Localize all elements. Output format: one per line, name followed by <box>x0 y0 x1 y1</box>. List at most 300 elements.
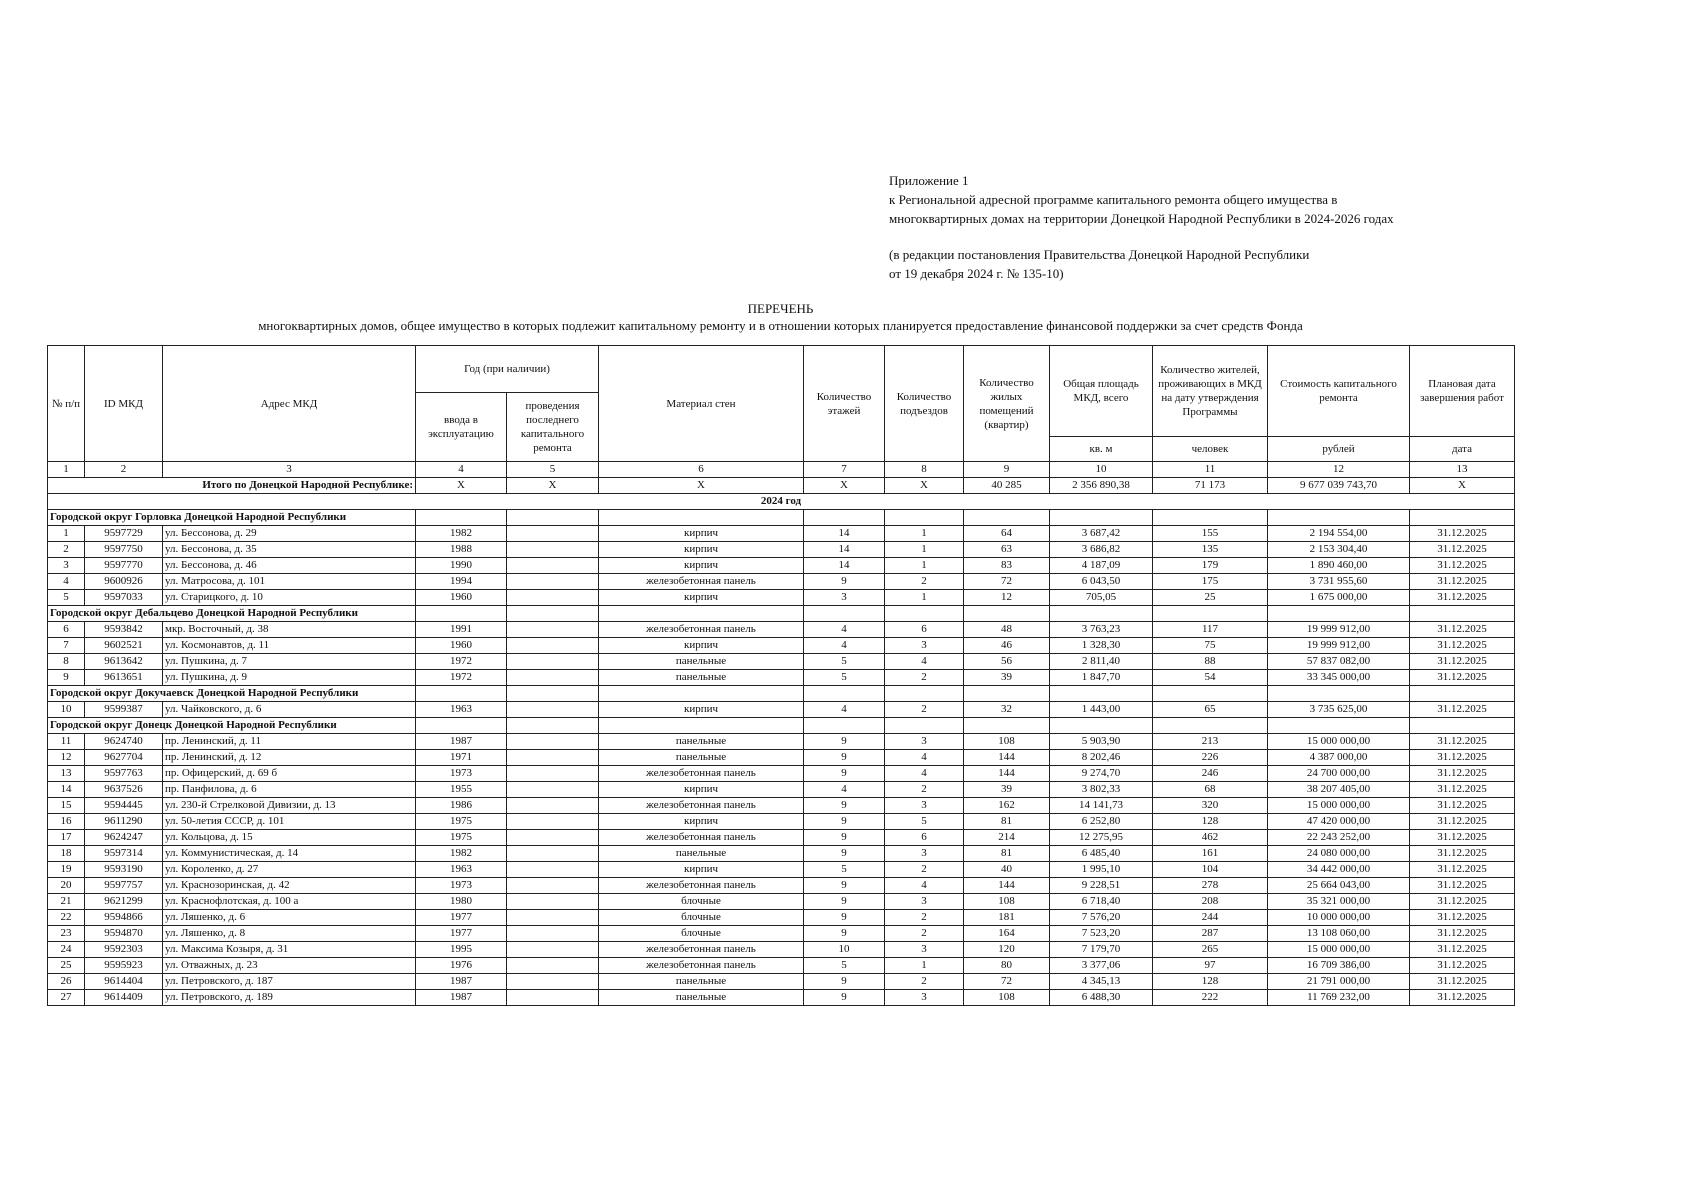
district-row-empty-cell <box>1410 686 1515 702</box>
table-row <box>48 926 1515 942</box>
column-number: 2 <box>85 462 163 478</box>
row-id: 9597314 <box>85 846 163 862</box>
row-entrances: 2 <box>885 926 964 942</box>
row-material: кирпич <box>599 862 804 878</box>
row-num: 16 <box>48 814 85 830</box>
row-entrances: 1 <box>885 526 964 542</box>
row-area: 2 811,40 <box>1050 654 1153 670</box>
row-cost: 13 108 060,00 <box>1268 926 1410 942</box>
row-area: 3 377,06 <box>1050 958 1153 974</box>
row-entrances: 3 <box>885 638 964 654</box>
row-area: 7 576,20 <box>1050 910 1153 926</box>
row-address: ул. Коммунистическая, д. 14 <box>163 846 416 862</box>
row-apartments: 81 <box>964 846 1050 862</box>
col-header-area: Общая площадь МКД, всего <box>1050 346 1153 437</box>
row-year-built: 1988 <box>416 542 507 558</box>
row-id: 9602521 <box>85 638 163 654</box>
district-row-empty-cell <box>885 686 964 702</box>
row-apartments: 48 <box>964 622 1050 638</box>
row-num: 4 <box>48 574 85 590</box>
row-cost: 10 000 000,00 <box>1268 910 1410 926</box>
annex-block <box>889 171 1394 283</box>
table-row <box>48 846 1515 862</box>
row-floors: 9 <box>804 974 885 990</box>
row-year-repair <box>507 590 599 606</box>
row-floors: 4 <box>804 782 885 798</box>
row-entrances: 3 <box>885 798 964 814</box>
row-address: ул. Бессонова, д. 29 <box>163 526 416 542</box>
row-area: 9 228,51 <box>1050 878 1153 894</box>
row-year-built: 1975 <box>416 830 507 846</box>
row-year-repair <box>507 574 599 590</box>
row-date: 31.12.2025 <box>1410 750 1515 766</box>
row-date: 31.12.2025 <box>1410 798 1515 814</box>
row-apartments: 144 <box>964 878 1050 894</box>
total-label: Итого по Донецкой Народной Республике: <box>48 478 416 494</box>
district-row-empty-cell <box>416 510 507 526</box>
row-num: 22 <box>48 910 85 926</box>
column-number: 4 <box>416 462 507 478</box>
row-material: кирпич <box>599 542 804 558</box>
row-id: 9600926 <box>85 574 163 590</box>
row-material: панельные <box>599 846 804 862</box>
table-row <box>48 526 1515 542</box>
row-year-built: 1972 <box>416 670 507 686</box>
district-row-empty-cell <box>885 718 964 734</box>
district-row-empty-cell <box>1410 718 1515 734</box>
district-row-empty-cell <box>599 718 804 734</box>
row-id: 9594445 <box>85 798 163 814</box>
row-apartments: 164 <box>964 926 1050 942</box>
row-address: ул. 230-й Стрелковой Дивизии, д. 13 <box>163 798 416 814</box>
row-entrances: 6 <box>885 622 964 638</box>
row-year-built: 1994 <box>416 574 507 590</box>
row-floors: 5 <box>804 958 885 974</box>
district-name: Городской округ Горловка Донецкой Народной Республики <box>48 510 416 526</box>
row-area: 9 274,70 <box>1050 766 1153 782</box>
row-apartments: 72 <box>964 574 1050 590</box>
row-area: 1 328,30 <box>1050 638 1153 654</box>
row-year-repair <box>507 846 599 862</box>
row-address: ул. Ляшенко, д. 8 <box>163 926 416 942</box>
row-floors: 14 <box>804 558 885 574</box>
table-row <box>48 782 1515 798</box>
row-year-repair <box>507 670 599 686</box>
row-year-built: 1991 <box>416 622 507 638</box>
row-year-repair <box>507 878 599 894</box>
row-year-built: 1972 <box>416 654 507 670</box>
row-residents: 128 <box>1153 974 1268 990</box>
row-apartments: 81 <box>964 814 1050 830</box>
unit-cost: рублей <box>1268 437 1410 462</box>
row-date: 31.12.2025 <box>1410 814 1515 830</box>
col-header-num: № п/п <box>48 346 85 462</box>
row-residents: 222 <box>1153 990 1268 1006</box>
document-subtitle: многоквартирных домов, общее имущество в которых подлежит капитальному ремонту и в отношении которых планируется предоставление финансовой поддержки за счет средств Фонда <box>258 318 1303 333</box>
row-floors: 14 <box>804 542 885 558</box>
row-entrances: 2 <box>885 862 964 878</box>
district-row-empty-cell <box>1268 510 1410 526</box>
row-year-built: 1976 <box>416 958 507 974</box>
row-entrances: 2 <box>885 702 964 718</box>
row-residents: 462 <box>1153 830 1268 846</box>
row-floors: 9 <box>804 798 885 814</box>
row-apartments: 40 <box>964 862 1050 878</box>
row-year-repair <box>507 558 599 574</box>
column-number: 12 <box>1268 462 1410 478</box>
table-row <box>48 654 1515 670</box>
row-residents: 65 <box>1153 702 1268 718</box>
row-material: кирпич <box>599 782 804 798</box>
row-date: 31.12.2025 <box>1410 542 1515 558</box>
row-address: ул. Бессонова, д. 46 <box>163 558 416 574</box>
district-row-empty-cell <box>1410 606 1515 622</box>
row-address: ул. Краснозоринская, д. 42 <box>163 878 416 894</box>
row-address: пр. Ленинский, д. 12 <box>163 750 416 766</box>
row-year-repair <box>507 750 599 766</box>
row-entrances: 3 <box>885 734 964 750</box>
row-address: ул. Матросова, д. 101 <box>163 574 416 590</box>
col-header-cost: Стоимость капитального ремонта <box>1268 346 1410 437</box>
row-material: панельные <box>599 990 804 1006</box>
row-area: 1 847,70 <box>1050 670 1153 686</box>
row-year-repair <box>507 654 599 670</box>
district-row-empty-cell <box>885 606 964 622</box>
row-floors: 5 <box>804 862 885 878</box>
row-year-repair <box>507 942 599 958</box>
row-area: 3 802,33 <box>1050 782 1153 798</box>
district-row-empty-cell <box>599 510 804 526</box>
column-number: 1 <box>48 462 85 478</box>
row-address: ул. Космонавтов, д. 11 <box>163 638 416 654</box>
row-cost: 25 664 043,00 <box>1268 878 1410 894</box>
row-id: 9597750 <box>85 542 163 558</box>
row-num: 26 <box>48 974 85 990</box>
row-date: 31.12.2025 <box>1410 910 1515 926</box>
total-cost: 9 677 039 743,70 <box>1268 478 1410 494</box>
row-num: 7 <box>48 638 85 654</box>
row-num: 21 <box>48 894 85 910</box>
col-header-year-repair: проведения последнего капитального ремонта <box>507 393 599 462</box>
row-year-built: 1963 <box>416 702 507 718</box>
table-row <box>48 798 1515 814</box>
district-row-empty-cell <box>416 686 507 702</box>
district-row-empty-cell <box>885 510 964 526</box>
row-num: 8 <box>48 654 85 670</box>
row-apartments: 162 <box>964 798 1050 814</box>
total-row <box>48 478 1515 494</box>
row-cost: 24 700 000,00 <box>1268 766 1410 782</box>
total-area: 2 356 890,38 <box>1050 478 1153 494</box>
district-row-empty-cell <box>1410 510 1515 526</box>
row-entrances: 4 <box>885 750 964 766</box>
col-header-year-group: Год (при наличии) <box>416 346 599 393</box>
row-floors: 5 <box>804 670 885 686</box>
table-row <box>48 910 1515 926</box>
row-num: 1 <box>48 526 85 542</box>
year-band-row <box>48 494 1515 510</box>
row-address: ул. Петровского, д. 189 <box>163 990 416 1006</box>
district-row-empty-cell <box>1050 606 1153 622</box>
row-area: 6 252,80 <box>1050 814 1153 830</box>
row-cost: 35 321 000,00 <box>1268 894 1410 910</box>
annex-line-4: (в редакции постановления Правительства Донецкой Народной Республики <box>889 247 1310 262</box>
unit-date: дата <box>1410 437 1515 462</box>
table-row <box>48 750 1515 766</box>
col-header-address: Адрес МКД <box>163 346 416 462</box>
total-floors: X <box>804 478 885 494</box>
row-year-built: 1971 <box>416 750 507 766</box>
row-year-built: 1960 <box>416 590 507 606</box>
row-year-built: 1960 <box>416 638 507 654</box>
row-area: 3 687,42 <box>1050 526 1153 542</box>
row-apartments: 46 <box>964 638 1050 654</box>
col-header-date: Плановая дата завершения работ <box>1410 346 1515 437</box>
row-residents: 135 <box>1153 542 1268 558</box>
row-floors: 10 <box>804 942 885 958</box>
row-area: 4 187,09 <box>1050 558 1153 574</box>
row-residents: 117 <box>1153 622 1268 638</box>
row-date: 31.12.2025 <box>1410 670 1515 686</box>
row-residents: 75 <box>1153 638 1268 654</box>
row-year-built: 1987 <box>416 734 507 750</box>
district-row-empty-cell <box>804 606 885 622</box>
row-num: 27 <box>48 990 85 1006</box>
row-floors: 5 <box>804 654 885 670</box>
total-entrances: X <box>885 478 964 494</box>
row-area: 7 523,20 <box>1050 926 1153 942</box>
row-year-repair <box>507 830 599 846</box>
row-date: 31.12.2025 <box>1410 558 1515 574</box>
row-address: ул. Чайковского, д. 6 <box>163 702 416 718</box>
table-row <box>48 942 1515 958</box>
row-year-built: 1975 <box>416 814 507 830</box>
row-address: ул. Петровского, д. 187 <box>163 974 416 990</box>
row-residents: 155 <box>1153 526 1268 542</box>
district-row-empty-cell <box>1153 510 1268 526</box>
column-number: 6 <box>599 462 804 478</box>
row-material: блочные <box>599 910 804 926</box>
row-floors: 9 <box>804 814 885 830</box>
row-address: ул. Старицкого, д. 10 <box>163 590 416 606</box>
row-material: кирпич <box>599 590 804 606</box>
row-year-repair <box>507 702 599 718</box>
row-year-built: 1955 <box>416 782 507 798</box>
district-row-empty-cell <box>1153 718 1268 734</box>
row-date: 31.12.2025 <box>1410 974 1515 990</box>
row-material: железобетонная панель <box>599 958 804 974</box>
row-entrances: 1 <box>885 558 964 574</box>
district-row-empty-cell <box>964 510 1050 526</box>
district-row-empty-cell <box>599 686 804 702</box>
row-cost: 57 837 082,00 <box>1268 654 1410 670</box>
row-id: 9597033 <box>85 590 163 606</box>
row-cost: 3 731 955,60 <box>1268 574 1410 590</box>
row-address: ул. Пушкина, д. 9 <box>163 670 416 686</box>
row-date: 31.12.2025 <box>1410 590 1515 606</box>
row-id: 9624247 <box>85 830 163 846</box>
col-header-material: Материал стен <box>599 346 804 462</box>
row-date: 31.12.2025 <box>1410 654 1515 670</box>
row-date: 31.12.2025 <box>1410 942 1515 958</box>
row-address: ул. Кольцова, д. 15 <box>163 830 416 846</box>
row-num: 9 <box>48 670 85 686</box>
row-apartments: 32 <box>964 702 1050 718</box>
row-apartments: 181 <box>964 910 1050 926</box>
row-apartments: 120 <box>964 942 1050 958</box>
row-date: 31.12.2025 <box>1410 878 1515 894</box>
row-num: 23 <box>48 926 85 942</box>
district-name: Городской округ Донецк Донецкой Народной Республики <box>48 718 416 734</box>
row-apartments: 72 <box>964 974 1050 990</box>
column-number: 8 <box>885 462 964 478</box>
row-floors: 9 <box>804 574 885 590</box>
district-row-empty-cell <box>1050 510 1153 526</box>
row-id: 9593190 <box>85 862 163 878</box>
table-row <box>48 878 1515 894</box>
row-address: мкр. Восточный, д. 38 <box>163 622 416 638</box>
row-id: 9595923 <box>85 958 163 974</box>
row-year-built: 1982 <box>416 846 507 862</box>
row-entrances: 2 <box>885 670 964 686</box>
row-year-repair <box>507 766 599 782</box>
row-date: 31.12.2025 <box>1410 862 1515 878</box>
column-number: 9 <box>964 462 1050 478</box>
table-row <box>48 734 1515 750</box>
col-header-floors: Количество этажей <box>804 346 885 462</box>
row-id: 9593842 <box>85 622 163 638</box>
row-num: 24 <box>48 942 85 958</box>
district-row-empty-cell <box>1268 686 1410 702</box>
row-date: 31.12.2025 <box>1410 958 1515 974</box>
row-apartments: 63 <box>964 542 1050 558</box>
district-row-empty-cell <box>507 686 599 702</box>
row-cost: 3 735 625,00 <box>1268 702 1410 718</box>
row-cost: 1 890 460,00 <box>1268 558 1410 574</box>
row-cost: 2 153 304,40 <box>1268 542 1410 558</box>
row-material: железобетонная панель <box>599 830 804 846</box>
row-year-built: 1973 <box>416 878 507 894</box>
row-entrances: 1 <box>885 590 964 606</box>
row-entrances: 2 <box>885 910 964 926</box>
district-row-empty-cell <box>416 606 507 622</box>
row-residents: 246 <box>1153 766 1268 782</box>
row-year-built: 1977 <box>416 926 507 942</box>
annex-line-2: к Региональной адресной программе капитального ремонта общего имущества в <box>889 192 1338 207</box>
row-material: железобетонная панель <box>599 574 804 590</box>
row-num: 19 <box>48 862 85 878</box>
column-number: 5 <box>507 462 599 478</box>
row-num: 14 <box>48 782 85 798</box>
row-residents: 88 <box>1153 654 1268 670</box>
row-entrances: 2 <box>885 782 964 798</box>
row-year-repair <box>507 894 599 910</box>
row-id: 9621299 <box>85 894 163 910</box>
row-entrances: 4 <box>885 766 964 782</box>
row-area: 1 443,00 <box>1050 702 1153 718</box>
row-floors: 9 <box>804 926 885 942</box>
row-year-repair <box>507 814 599 830</box>
column-number: 3 <box>163 462 416 478</box>
row-material: кирпич <box>599 702 804 718</box>
table-row <box>48 574 1515 590</box>
row-cost: 2 194 554,00 <box>1268 526 1410 542</box>
row-address: пр. Ленинский, д. 11 <box>163 734 416 750</box>
row-id: 9627704 <box>85 750 163 766</box>
row-cost: 21 791 000,00 <box>1268 974 1410 990</box>
row-date: 31.12.2025 <box>1410 830 1515 846</box>
row-date: 31.12.2025 <box>1410 638 1515 654</box>
row-address: пр. Офицерский, д. 69 б <box>163 766 416 782</box>
row-year-built: 1995 <box>416 942 507 958</box>
row-address: ул. 50-летия СССР, д. 101 <box>163 814 416 830</box>
row-residents: 244 <box>1153 910 1268 926</box>
row-date: 31.12.2025 <box>1410 622 1515 638</box>
row-date: 31.12.2025 <box>1410 766 1515 782</box>
row-cost: 4 387 000,00 <box>1268 750 1410 766</box>
year-band: 2024 год <box>48 494 1515 510</box>
row-residents: 97 <box>1153 958 1268 974</box>
row-date: 31.12.2025 <box>1410 926 1515 942</box>
row-floors: 4 <box>804 622 885 638</box>
row-floors: 9 <box>804 734 885 750</box>
row-num: 11 <box>48 734 85 750</box>
row-year-built: 1987 <box>416 990 507 1006</box>
row-residents: 287 <box>1153 926 1268 942</box>
row-id: 9613642 <box>85 654 163 670</box>
row-entrances: 3 <box>885 846 964 862</box>
table-row <box>48 590 1515 606</box>
row-address: ул. Пушкина, д. 7 <box>163 654 416 670</box>
row-id: 9614404 <box>85 974 163 990</box>
table-row <box>48 894 1515 910</box>
row-cost: 19 999 912,00 <box>1268 622 1410 638</box>
row-year-repair <box>507 910 599 926</box>
row-cost: 16 709 386,00 <box>1268 958 1410 974</box>
row-year-built: 1990 <box>416 558 507 574</box>
row-year-repair <box>507 782 599 798</box>
row-id: 9592303 <box>85 942 163 958</box>
document-title: ПЕРЕЧЕНЬ <box>747 301 814 316</box>
row-id: 9597770 <box>85 558 163 574</box>
row-num: 15 <box>48 798 85 814</box>
table-row <box>48 830 1515 846</box>
col-header-id: ID МКД <box>85 346 163 462</box>
row-residents: 320 <box>1153 798 1268 814</box>
row-residents: 226 <box>1153 750 1268 766</box>
row-apartments: 83 <box>964 558 1050 574</box>
row-residents: 104 <box>1153 862 1268 878</box>
row-floors: 14 <box>804 526 885 542</box>
table-row <box>48 990 1515 1006</box>
row-residents: 161 <box>1153 846 1268 862</box>
row-address: ул. Отважных, д. 23 <box>163 958 416 974</box>
district-row <box>48 686 1515 702</box>
total-material: X <box>599 478 804 494</box>
district-name: Городской округ Докучаевск Донецкой Народной Республики <box>48 686 416 702</box>
district-row-empty-cell <box>1268 606 1410 622</box>
row-material: железобетонная панель <box>599 622 804 638</box>
district-row-empty-cell <box>964 718 1050 734</box>
district-name: Городской округ Дебальцево Донецкой Народной Республики <box>48 606 416 622</box>
row-floors: 9 <box>804 894 885 910</box>
row-cost: 15 000 000,00 <box>1268 734 1410 750</box>
row-apartments: 144 <box>964 766 1050 782</box>
row-id: 9594866 <box>85 910 163 926</box>
row-residents: 208 <box>1153 894 1268 910</box>
row-num: 3 <box>48 558 85 574</box>
row-apartments: 144 <box>964 750 1050 766</box>
